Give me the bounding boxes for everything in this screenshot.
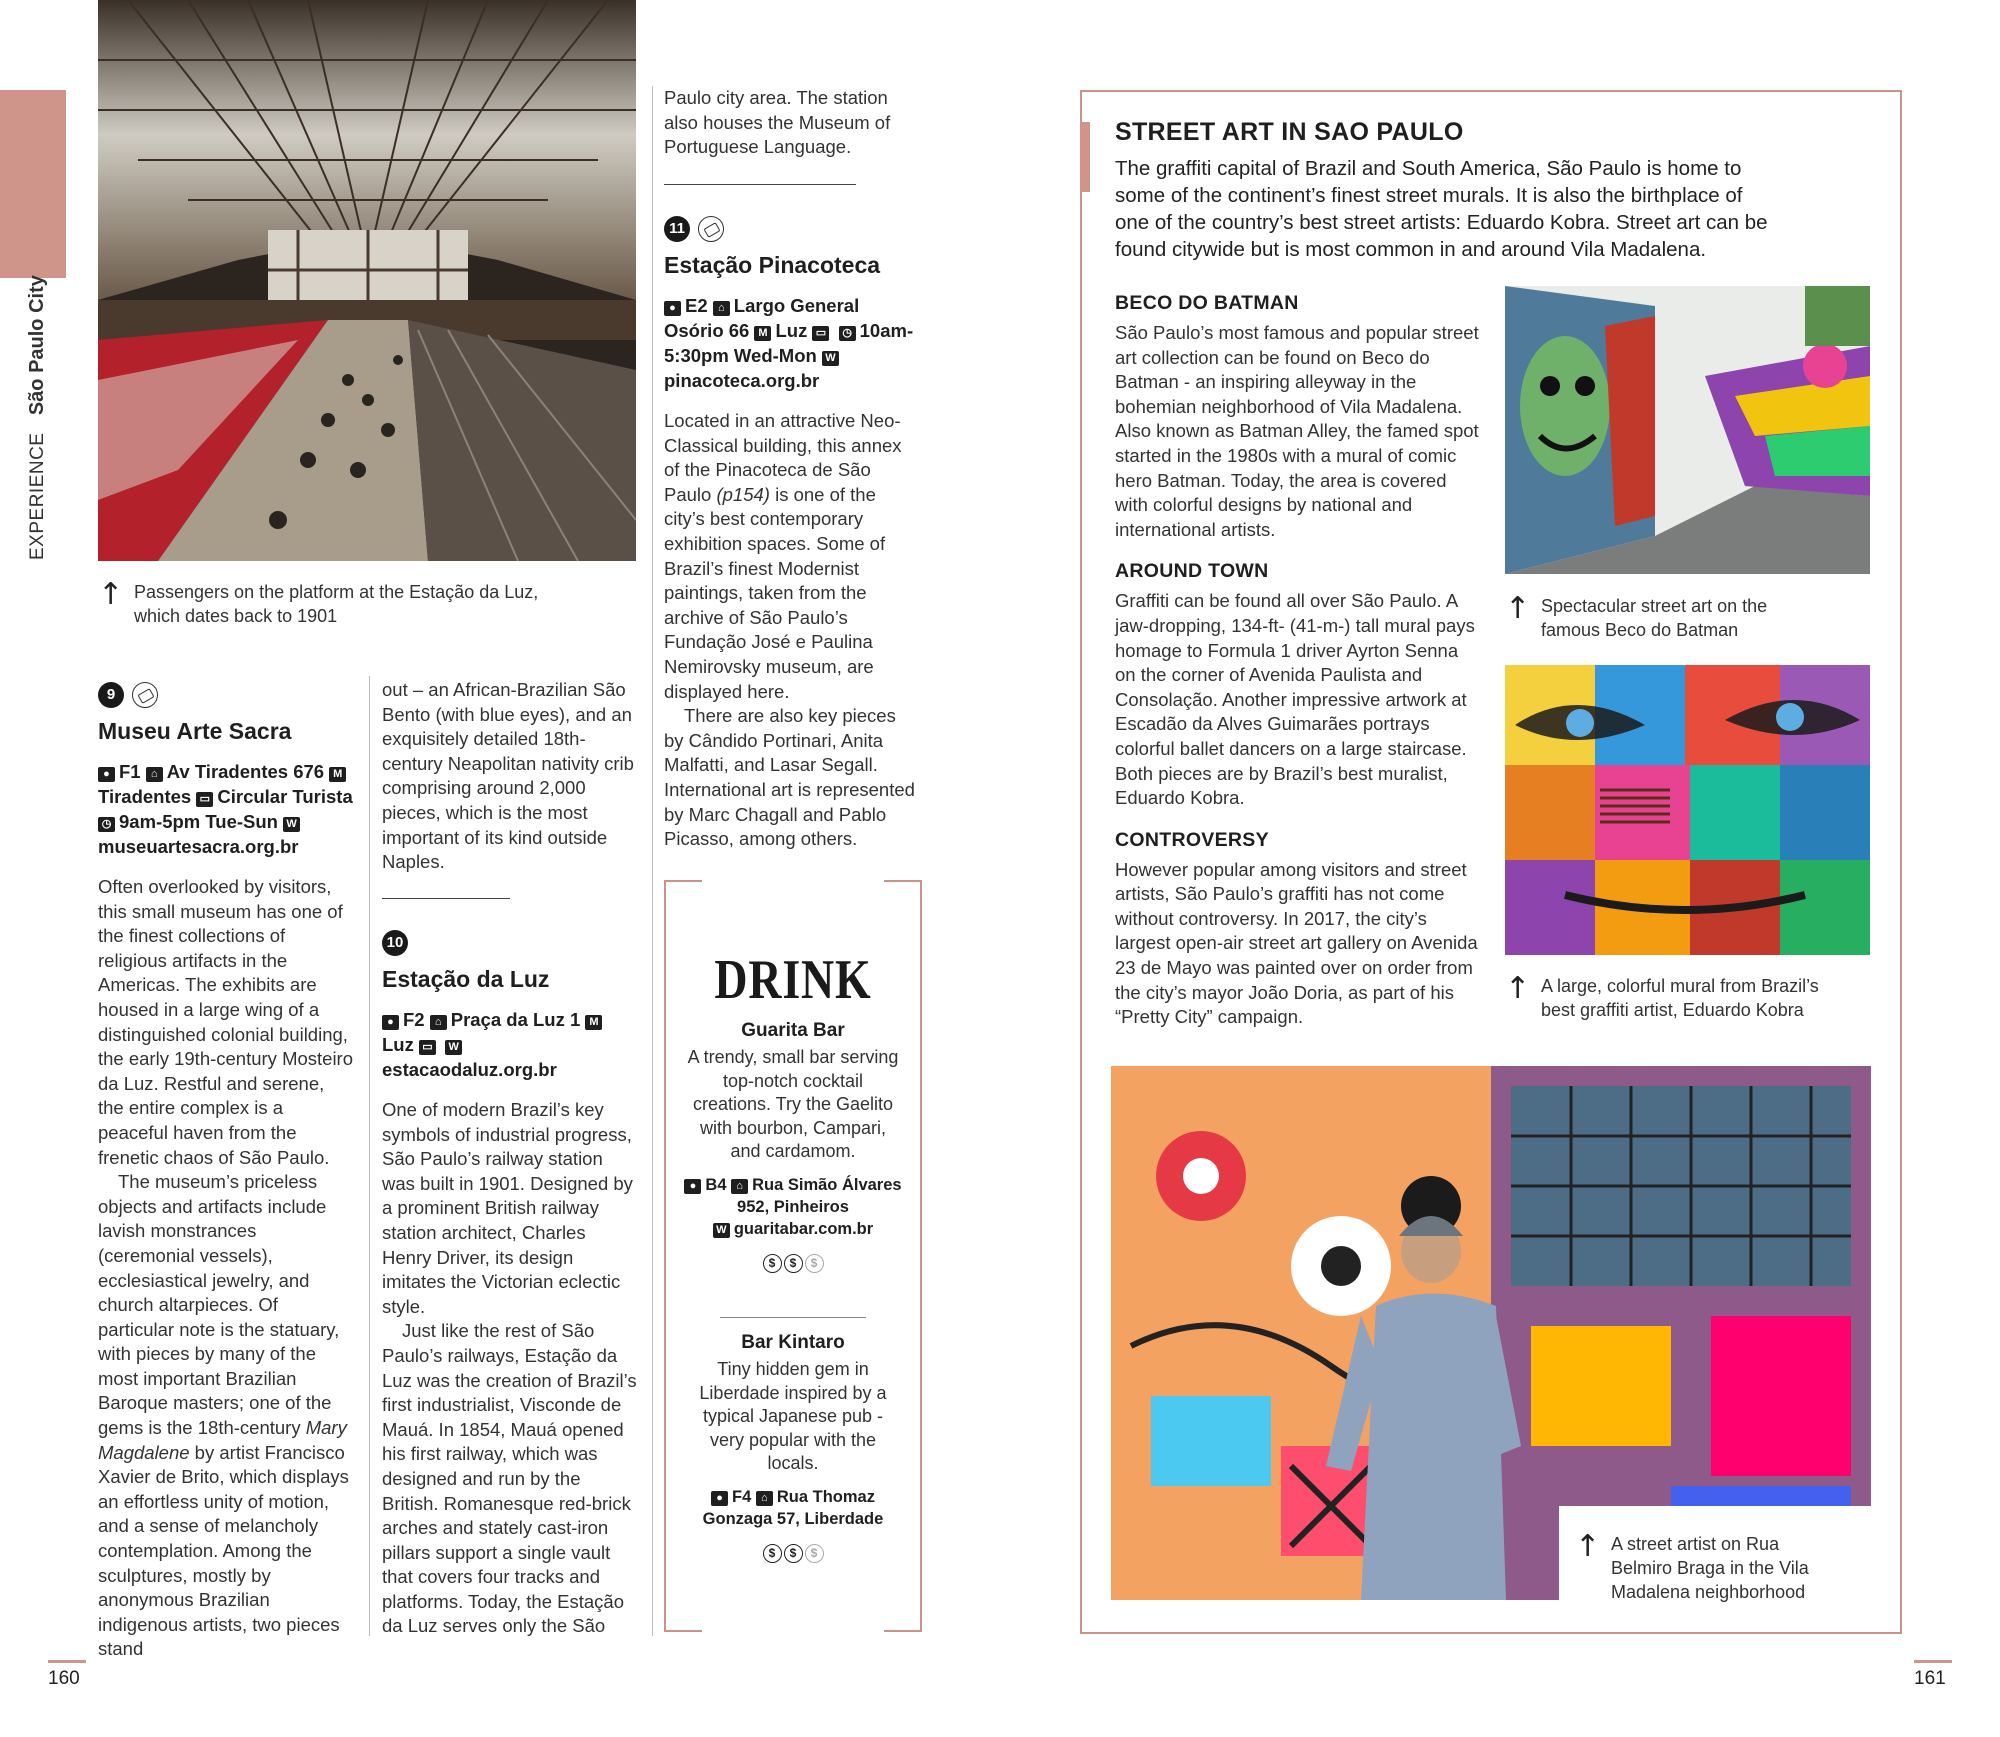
address: Rua Simão Álvares 952, Pinheiros xyxy=(737,1175,902,1216)
map-pin-icon: ● xyxy=(382,1015,399,1030)
address: Largo General Osório 66 xyxy=(664,295,860,341)
house-icon: ⌂ xyxy=(146,767,163,782)
entry-body xyxy=(98,875,354,1662)
house-icon: ⌂ xyxy=(756,1491,773,1506)
page-number-rule xyxy=(48,1660,86,1663)
map-pin-icon: ● xyxy=(711,1491,728,1506)
kobra-mural-photo xyxy=(1505,665,1870,955)
dollar-icon: $ xyxy=(763,1544,782,1563)
price-rating xyxy=(684,1544,902,1563)
dollar-icon: $ xyxy=(784,1254,803,1273)
entry-title: Estação da Luz xyxy=(382,966,550,992)
text-run: The museum’s priceless objects and artifacts include lavish monstrances (ceremonial vessels), ecclesiastical jewelry, and church altarpieces. Of particular note is the statuary, with pieces by many of the most important Brazilian Baroque masters; one of the gems is the 18th-century xyxy=(98,1171,340,1439)
bar-description: Tiny hidden gem in Liberdade inspired by a typical Japanese pub - very popular with the locals. xyxy=(699,1359,887,1474)
section-text: São Paulo’s most famous and popular street art collection can be found on Beco do Batman - an inspiring alleyway in the bohemian neighborhood of Vila Madalena. Also known as Batman Alley, the famed spot started in the 1980s with a mural of comic hero Batman. Today, the area is covered with colorful designs by national and international artists. xyxy=(1115,322,1479,540)
entry-body xyxy=(664,409,920,852)
paragraph xyxy=(664,409,920,704)
section-text: However popular among visitors and street artists, São Paulo’s graffiti has not come without controversy. In 2017, the city’s largest open-air street art gallery on Avenida 23 de Mayo was painted over on order from the city’s mayor João Doria, as part of his “Pretty City” campaign. xyxy=(1115,858,1478,1028)
entry-estacao-pinacoteca xyxy=(664,216,920,852)
opening-hours: 10am-5:30pm Wed-Mon xyxy=(664,320,914,366)
street-artist-photo xyxy=(1111,1066,1871,1600)
bar-divider xyxy=(720,1317,866,1318)
entry-museu-arte-sacra xyxy=(98,682,354,1662)
website: guaritabar.com.br xyxy=(733,1219,874,1238)
arrow-up-icon: ↑ xyxy=(1575,1529,1601,1564)
paragraph xyxy=(98,1170,354,1662)
city-name: São Paulo City xyxy=(26,275,48,416)
entry-info xyxy=(98,759,354,859)
paragraph: Often overlooked by visitors, this small museum has one of the finest collections of religious artifacts in the Americas. The exhibits are housed in a large wing of a distinguished colonial building, the early 19th-century Mosteiro da Luz. Restful and serene, the entire complex is a peaceful haven from the frenetic chaos of São Paulo. xyxy=(98,876,354,1168)
caption-line: Spectacular street art on the xyxy=(1541,596,1768,616)
entry-info xyxy=(664,293,920,393)
map-pin-icon: ● xyxy=(664,301,681,316)
artwork-title: Mary Magdalene xyxy=(98,1417,347,1463)
map-ref: B4 xyxy=(705,1175,727,1194)
house-icon: ⌂ xyxy=(731,1179,748,1194)
dollar-icon: $ xyxy=(763,1254,782,1273)
arrow-up-icon: ↑ xyxy=(1505,591,1531,626)
bar-info xyxy=(684,1174,902,1240)
opening-hours: 9am-5pm Tue-Sun xyxy=(119,811,278,832)
address: Praça da Luz 1 xyxy=(450,1009,581,1030)
column-divider xyxy=(369,676,370,1636)
bar-name: Bar Kintaro xyxy=(741,1332,845,1353)
paragraph: There are also key pieces by Cândido Portinari, Anita Malfatti, and Lasar Segall. International art is represented by Marc Chagall and Pablo Picasso, among others. xyxy=(664,705,915,850)
section-heading: BECO DO BATMAN xyxy=(1115,292,1299,314)
map-ref: F2 xyxy=(403,1009,425,1030)
entry-title: Museu Arte Sacra xyxy=(98,718,292,744)
metro-stop: Tiradentes xyxy=(98,786,192,807)
caption-line: A street artist on Rua xyxy=(1611,1534,1780,1554)
entry-body xyxy=(382,1098,638,1639)
ticket-icon xyxy=(698,216,724,242)
text-run: by artist Francisco Xavier de Brito, which displays an effortless unity of motion, and a sense of melancholy contemplation. Among the sculptures, mostly by anonymous Brazilian indigenous artists, two pieces stand xyxy=(98,1441,349,1660)
column-divider xyxy=(652,86,653,1636)
caption-line: best graffiti artist, Eduardo Kobra xyxy=(1541,1000,1804,1020)
bus-route: Circular Turista xyxy=(217,786,353,807)
address: Rua Thomaz Gonzaga 57, Liberdade xyxy=(702,1487,884,1528)
metro-icon: M xyxy=(329,767,346,782)
feature-sections xyxy=(1115,292,1480,1030)
caption-line: Passengers on the platform at the Estação da Luz, xyxy=(134,582,539,602)
caption-line: A large, colorful mural from Brazil’s xyxy=(1541,976,1819,996)
entry-continued xyxy=(664,86,920,160)
house-icon: ⌂ xyxy=(713,301,730,316)
metro-icon: M xyxy=(585,1015,602,1030)
bar-listing xyxy=(684,1020,902,1273)
entry-info xyxy=(382,1007,638,1082)
map-ref: F4 xyxy=(732,1487,752,1506)
station-caption xyxy=(98,577,618,632)
address: Av Tiradentes 676 xyxy=(166,761,325,782)
clock-icon: ◷ xyxy=(839,326,856,341)
entry-number-badge: 9 xyxy=(98,682,124,708)
paragraph: Paulo city area. The station also houses the Museum of Portuguese Language. xyxy=(664,87,891,158)
dollar-icon: $ xyxy=(784,1544,803,1563)
paragraph: Just like the rest of São Paulo’s railways, Estação da Luz was the creation of Brazil’s first industrialist, Visconde de Mauá. In 1854, Mauá opened his first railway, which was designed and run by the British. Romanesque red-brick arches and stately cast-iron pillars support a single vault that covers four tracks and platforms. Today, the Estação da Luz serves only the São xyxy=(382,1320,637,1637)
caption-line: Madalena neighborhood xyxy=(1611,1582,1806,1602)
dollar-icon: $ xyxy=(805,1254,824,1273)
page-number: 160 xyxy=(48,1668,80,1689)
section-name: EXPERIENCE xyxy=(27,432,48,560)
website: estacaodaluz.org.br xyxy=(382,1059,557,1080)
batman-caption xyxy=(1505,591,1870,646)
feature-intro: The graffiti capital of Brazil and South America, São Paulo is home to some of the continent’s finest street murals. It is also the birthplace of one of the country’s best street artists: Eduardo Kobra. Street art can be found citywide but is most common in and around Vila Madalena. xyxy=(1115,157,1768,261)
metro-stop: Luz xyxy=(382,1034,414,1055)
bar-name: Guarita Bar xyxy=(741,1020,845,1041)
map-ref: E2 xyxy=(685,295,708,316)
web-icon: W xyxy=(822,351,839,366)
web-icon: W xyxy=(283,817,300,832)
feature-accent-bar xyxy=(1080,122,1090,192)
caption-line: famous Beco do Batman xyxy=(1541,620,1739,640)
arrow-up-icon: ↑ xyxy=(98,577,124,612)
section-heading: CONTROVERSY xyxy=(1115,828,1269,851)
entry-title: Estação Pinacoteca xyxy=(664,252,881,278)
bar-description: A trendy, small bar serving top-notch cocktail creations. Try the Gaelito with bourbon, Campari, and cardamom. xyxy=(687,1047,899,1162)
entry-number-badge: 11 xyxy=(664,216,690,242)
paragraph: out – an African-Brazilian São Bento (with blue eyes), and an exquisitely detailed 18th-century Neapolitan nativity crib comprising around 2,000 pieces, which is the most important of its kind outside Naples. xyxy=(382,679,634,873)
page-number: 161 xyxy=(1914,1668,1946,1689)
entry-estacao-da-luz xyxy=(382,930,638,1639)
kobra-caption xyxy=(1505,971,1870,1026)
paragraph: One of modern Brazil’s key symbols of industrial progress, São Paulo’s railway station was built in 1901. Designed by a prominent British railway station architect, Charles Henry Driver, its design imitates the Victorian eclectic style. xyxy=(382,1099,633,1317)
drink-box xyxy=(664,880,922,1632)
entry-continued xyxy=(382,678,640,875)
bus-icon: ▭ xyxy=(812,326,829,341)
price-rating xyxy=(684,1254,902,1273)
map-ref: F1 xyxy=(119,761,141,782)
dollar-icon: $ xyxy=(805,1544,824,1563)
text-run: is one of the city’s best contemporary exhibition spaces. Some of Brazil’s finest Modernist paintings, taken from the archive of São Paulo’s Fundação José e Paulina Nemirovsky museum, are displayed here. xyxy=(664,483,886,702)
bus-icon: ▭ xyxy=(419,1040,436,1055)
web-icon: W xyxy=(445,1040,462,1055)
section-label xyxy=(26,140,66,560)
text-run: Located in an attractive Neo-Classical building, this annex of the Pinacoteca de São Paulo xyxy=(664,410,902,505)
bar-listing xyxy=(684,1332,902,1563)
artist-caption xyxy=(1575,1529,1865,1612)
station-photo xyxy=(98,0,636,561)
map-pin-icon: ● xyxy=(98,767,115,782)
caption-line: which dates back to 1901 xyxy=(134,606,338,626)
ticket-icon xyxy=(132,682,158,708)
page-reference: (p154) xyxy=(716,483,770,505)
metro-stop: Luz xyxy=(775,320,808,341)
entry-divider xyxy=(382,898,510,899)
drink-heading: DRINK xyxy=(714,949,872,1011)
website: museuartesacra.org.br xyxy=(98,836,299,857)
website: pinacoteca.org.br xyxy=(664,370,820,391)
entry-number-badge: 10 xyxy=(382,930,408,956)
web-icon: W xyxy=(713,1223,730,1238)
section-text: Graffiti can be found all over São Paulo. A jaw-dropping, 134-ft- (41-m-) tall mural pays homage to Formula 1 driver Ayrton Senna on the corner of Avenida Paulista and Consolação. Another impressive artwork at Escadão da Alves Guimarães portrays colorful ballet dancers on a large staircase. Both pieces are by Brazil’s best muralist, Eduardo Kobra. xyxy=(1115,590,1475,809)
feature-title: STREET ART IN SAO PAULO xyxy=(1115,118,1464,146)
caption-line: Belmiro Braga in the Vila xyxy=(1611,1558,1809,1578)
metro-icon: M xyxy=(754,326,771,341)
arrow-up-icon: ↑ xyxy=(1505,971,1531,1006)
clock-icon: ◷ xyxy=(98,817,115,832)
section-heading: AROUND TOWN xyxy=(1115,560,1269,583)
beco-do-batman-photo xyxy=(1505,286,1870,574)
map-pin-icon: ● xyxy=(684,1179,701,1194)
page-number-rule xyxy=(1914,1660,1952,1663)
bus-icon: ▭ xyxy=(196,792,213,807)
entry-divider xyxy=(664,184,856,185)
house-icon: ⌂ xyxy=(430,1015,447,1030)
bar-info xyxy=(684,1486,902,1530)
